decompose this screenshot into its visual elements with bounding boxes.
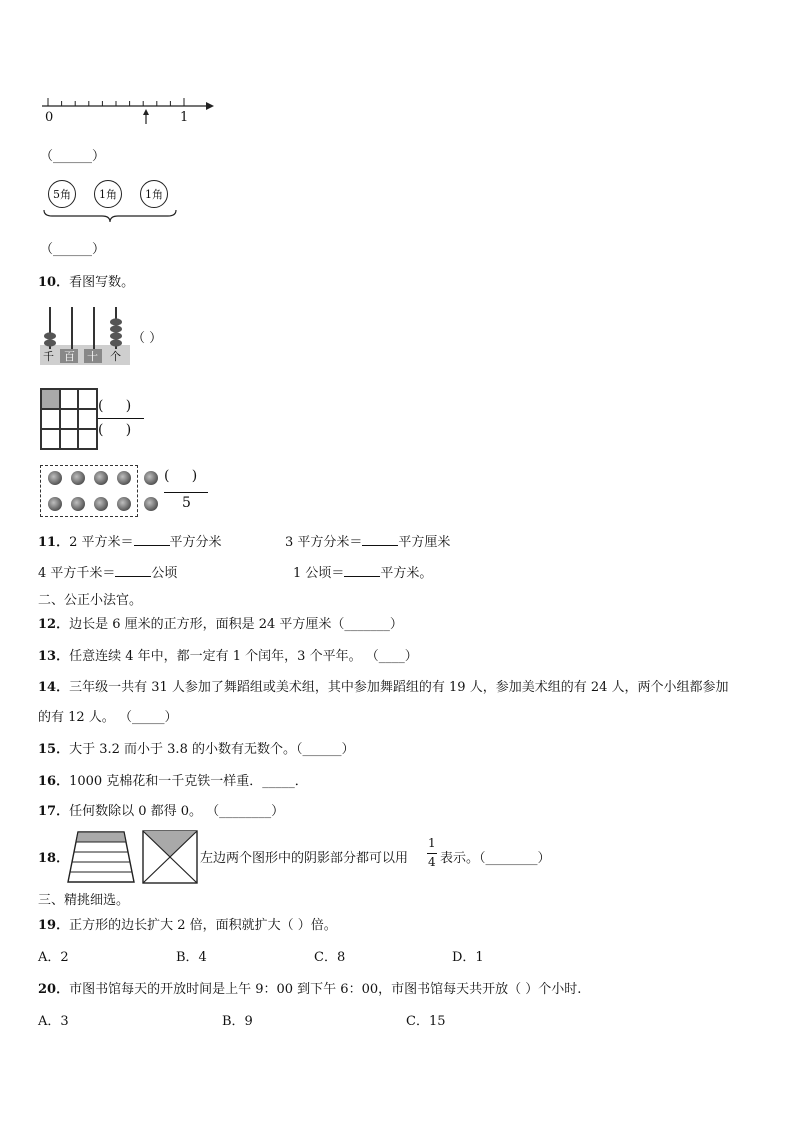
coin-1-jiao: 1角 bbox=[94, 180, 122, 208]
answer-blank-1[interactable]: （______） bbox=[40, 149, 106, 164]
dot bbox=[71, 497, 85, 511]
q19-option-a[interactable]: A．2 bbox=[38, 950, 69, 965]
section-3-heading: 三、精挑细选。 bbox=[38, 893, 130, 908]
question-13: 13．任意连续 4 年中，都一定有 1 个闰年，3 个平年。 （____） bbox=[38, 649, 418, 664]
q20-option-c[interactable]: C．15 bbox=[406, 1014, 446, 1029]
question-15: 15．大于 3.2 而小于 3.8 的小数有无数个。（______） bbox=[38, 742, 355, 757]
number-line-label-0: 0 bbox=[45, 110, 54, 125]
abacus-label-qian: 千 bbox=[43, 350, 54, 363]
dot bbox=[117, 497, 131, 511]
question-14: 14．三年级一共有 31 人参加了舞蹈组或美术组，其中参加舞蹈组的有 19 人，参加美术组的有 24 人，两个小组都参加 bbox=[38, 680, 729, 695]
dot bbox=[48, 497, 62, 511]
dots-fraction-denominator: 5 bbox=[182, 495, 191, 511]
square-figure bbox=[142, 830, 198, 884]
question-18-text-after: 表示。（________） bbox=[440, 851, 551, 866]
dots-fraction-answer[interactable]: ( ) 5 bbox=[164, 468, 208, 514]
question-10: 10．看图写数。 bbox=[38, 275, 135, 290]
question-14-line-2: 的有 12 人。 （_____） bbox=[38, 710, 178, 725]
dot bbox=[117, 471, 131, 485]
abacus-label-bai: 百 bbox=[64, 350, 75, 363]
blank[interactable] bbox=[362, 533, 398, 546]
dot bbox=[144, 471, 158, 485]
question-19: 19．正方形的边长扩大 2 倍，面积就扩大（ ）倍。 bbox=[38, 918, 337, 933]
question-16: 16．1000 克棉花和一千克铁一样重．_____． bbox=[38, 774, 308, 789]
question-12: 12．边长是 6 厘米的正方形，面积是 24 平方厘米（_______） bbox=[38, 617, 403, 632]
dot bbox=[94, 471, 108, 485]
question-11-d: 1 公顷＝ 平方米。 bbox=[293, 566, 433, 581]
dot bbox=[94, 497, 108, 511]
blank[interactable] bbox=[344, 564, 380, 577]
q19-option-d[interactable]: D．1 bbox=[452, 950, 484, 965]
question-18-text: 左边两个图形中的阴影部分都可以用 bbox=[200, 851, 409, 866]
coin-5-jiao: 5角 bbox=[48, 180, 76, 208]
q19-option-b[interactable]: B．4 bbox=[176, 950, 207, 965]
abacus-label-ge: 个 bbox=[110, 350, 121, 363]
coin-1-jiao: 1角 bbox=[140, 180, 168, 208]
blank[interactable] bbox=[115, 564, 151, 577]
abacus-label-shi: 十 bbox=[87, 350, 98, 363]
section-2-heading: 二、公正小法官。 bbox=[38, 593, 143, 608]
brace bbox=[42, 208, 178, 224]
grid-fraction-answer[interactable]: ( ) ( ) bbox=[98, 396, 144, 442]
abacus-answer[interactable]: （ ） bbox=[132, 331, 163, 346]
answer-blank-2[interactable]: （______） bbox=[40, 242, 106, 257]
number-line-label-1: 1 bbox=[180, 110, 189, 125]
question-18-number: 18． bbox=[38, 851, 70, 866]
question-17: 17．任何数除以 0 都得 0。 （________） bbox=[38, 804, 285, 819]
dot bbox=[48, 471, 62, 485]
blank[interactable] bbox=[134, 533, 170, 546]
dot bbox=[144, 497, 158, 511]
question-11-b: 3 平方分米＝ 平方厘米 bbox=[285, 535, 451, 550]
q19-option-c[interactable]: C．8 bbox=[314, 950, 346, 965]
dot bbox=[71, 471, 85, 485]
fraction-one-quarter: 1 4 bbox=[428, 836, 436, 869]
trapezoid-figure bbox=[66, 830, 136, 884]
question-11-row-2: 4 平方千米＝ 公顷 bbox=[38, 566, 178, 581]
question-20: 20．市图书馆每天的开放时间是上午 9：00 到下午 6：00，市图书馆每天共开放（ ）个小时. bbox=[38, 982, 582, 997]
q20-option-a[interactable]: A．3 bbox=[38, 1014, 69, 1029]
q20-option-b[interactable]: B．9 bbox=[222, 1014, 253, 1029]
number-line bbox=[38, 92, 218, 126]
grid-3x3 bbox=[40, 388, 98, 450]
question-11-row-1: 11．2 平方米＝ 平方分米 bbox=[38, 535, 222, 550]
